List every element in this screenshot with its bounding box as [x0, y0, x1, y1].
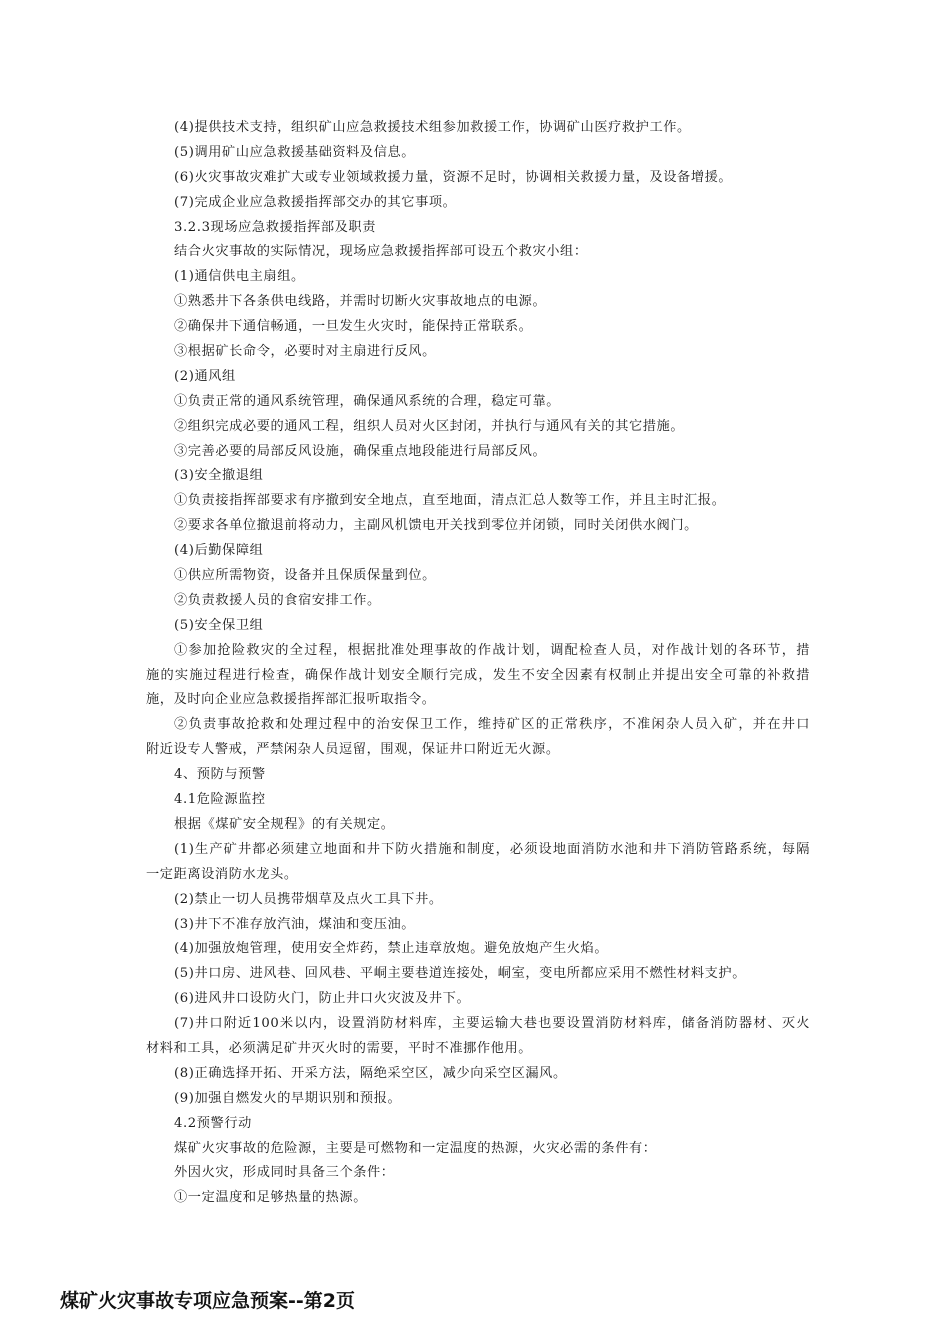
text-line: ①熟悉井下各条供电线路，并需时切断火灾事故地点的电源。 [174, 294, 547, 310]
text-line: ①负责正常的通风系统管理，确保通风系统的合理，稳定可靠。 [174, 393, 561, 409]
text-line: (2)禁止一切人员携带烟草及点火工具下井。 [174, 891, 443, 907]
text-line: (1)生产矿井都必须建立地面和井下防火措施和制度，必须设地面消防水池和井下消防管路系统，每隔 [174, 841, 810, 857]
text-line: (9)加强自燃发火的早期识别和预报。 [174, 1090, 402, 1106]
text-line: (5)调用矿山应急救援基础资料及信息。 [174, 144, 416, 160]
text-line: (5)安全保卫组 [174, 617, 264, 633]
page-footer-title: 煤矿火灾事故专项应急预案--第2页 [60, 1290, 355, 1312]
text-line: 附近设专人警戒，严禁闲杂人员逗留，围观，保证井口附近无火源。 [146, 742, 560, 758]
text-line: 外因火灾，形成同时具备三个条件： [174, 1165, 395, 1181]
text-line: 材料和工具，必须满足矿井灭火时的需要，平时不准挪作他用。 [146, 1040, 533, 1056]
text-line: ②组织完成必要的通风工程，组织人员对火区封闭，并执行与通风有关的其它措施。 [174, 418, 685, 434]
document-body [146, 116, 810, 1211]
text-line: (7)井口附近100米以内，设置消防材料库，主要运输大巷也要设置消防材料库，储备消防器材、灭火 [174, 1016, 810, 1032]
text-line: (4)提供技术支持，组织矿山应急救援技术组参加救援工作，协调矿山医疗救护工作。 [174, 120, 691, 135]
text-line: 结合火灾事故的实际情况，现场应急救援指挥部可设五个救灾小组： [174, 244, 588, 260]
text-line: 4.2预警行动 [174, 1115, 252, 1131]
text-line: ②负责救援人员的食宿安排工作。 [174, 592, 381, 608]
text-line: (1)通信供电主扇组。 [174, 269, 305, 285]
text-line: ①一定温度和足够热量的热源。 [174, 1190, 368, 1206]
text-line: 根据《煤矿安全规程》的有关规定。 [174, 816, 395, 832]
text-line: 施，及时向企业应急救援指挥部汇报听取指令。 [146, 692, 436, 708]
text-line: (6)火灾事故灾难扩大或专业领域救援力量，资源不足时，协调相关救援力量，及设备增援。 [174, 169, 733, 185]
text-line: (2)通风组 [174, 368, 236, 384]
text-line: (3)安全撤退组 [174, 468, 264, 484]
text-line: 煤矿火灾事故的危险源，主要是可燃物和一定温度的热源，火灾必需的条件有： [174, 1140, 657, 1156]
text-line: (7)完成企业应急救援指挥部交办的其它事项。 [174, 194, 457, 210]
text-line: (5)井口房、进风巷、回风巷、平峒主要巷道连接处，峒室，变电所都应采用不燃性材料支护。 [174, 966, 746, 982]
text-line: (3)井下不准存放汽油，煤油和变压油。 [174, 916, 416, 932]
text-line: 4.1危险源监控 [174, 792, 266, 808]
text-line: (6)进风井口设防火门，防止井口火灾波及井下。 [174, 991, 471, 1007]
text-line: ②负责事故抢救和处理过程中的治安保卫工作，维持矿区的正常秩序，不准闲杂人员入矿，并在井口 [174, 717, 810, 733]
text-line: ①参加抢险救灾的全过程，根据批准处理事故的作战计划，调配检查人员，对作战计划的各环节，措 [174, 642, 810, 658]
text-line: 3.2.3现场应急救援指挥部及职责 [174, 219, 377, 235]
text-line: 4、预防与预警 [174, 767, 266, 783]
text-line: ③根据矿长命令，必要时对主扇进行反风。 [174, 344, 436, 360]
text-line: 一定距离设消防水龙头。 [146, 866, 298, 882]
text-line: ③完善必要的局部反风设施，确保重点地段能进行局部反风。 [174, 443, 547, 459]
text-line: (4)加强放炮管理，使用安全炸药，禁止违章放炮。避免放炮产生火焰。 [174, 941, 609, 957]
text-line: 施的实施过程进行检查，确保作战计划安全顺行完成，发生不安全因素有权制止并提出安全可靠的补救措 [146, 667, 810, 683]
text-line: ②确保井下通信畅通，一旦发生火灾时，能保持正常联系。 [174, 319, 533, 335]
text-line: ②要求各单位撤退前将动力，主副风机馈电开关找到零位并闭锁，同时关闭供水阀门。 [174, 518, 698, 534]
text-line: (4)后勤保障组 [174, 543, 264, 559]
text-line: (8)正确选择开拓、开采方法，隔绝采空区，减少向采空区漏风。 [174, 1065, 567, 1081]
text-line: ①负责接指挥部要求有序撤到安全地点，直至地面，清点汇总人数等工作，并且主时汇报。 [174, 493, 726, 509]
text-line: ①供应所需物资，设备并且保质保量到位。 [174, 568, 436, 584]
